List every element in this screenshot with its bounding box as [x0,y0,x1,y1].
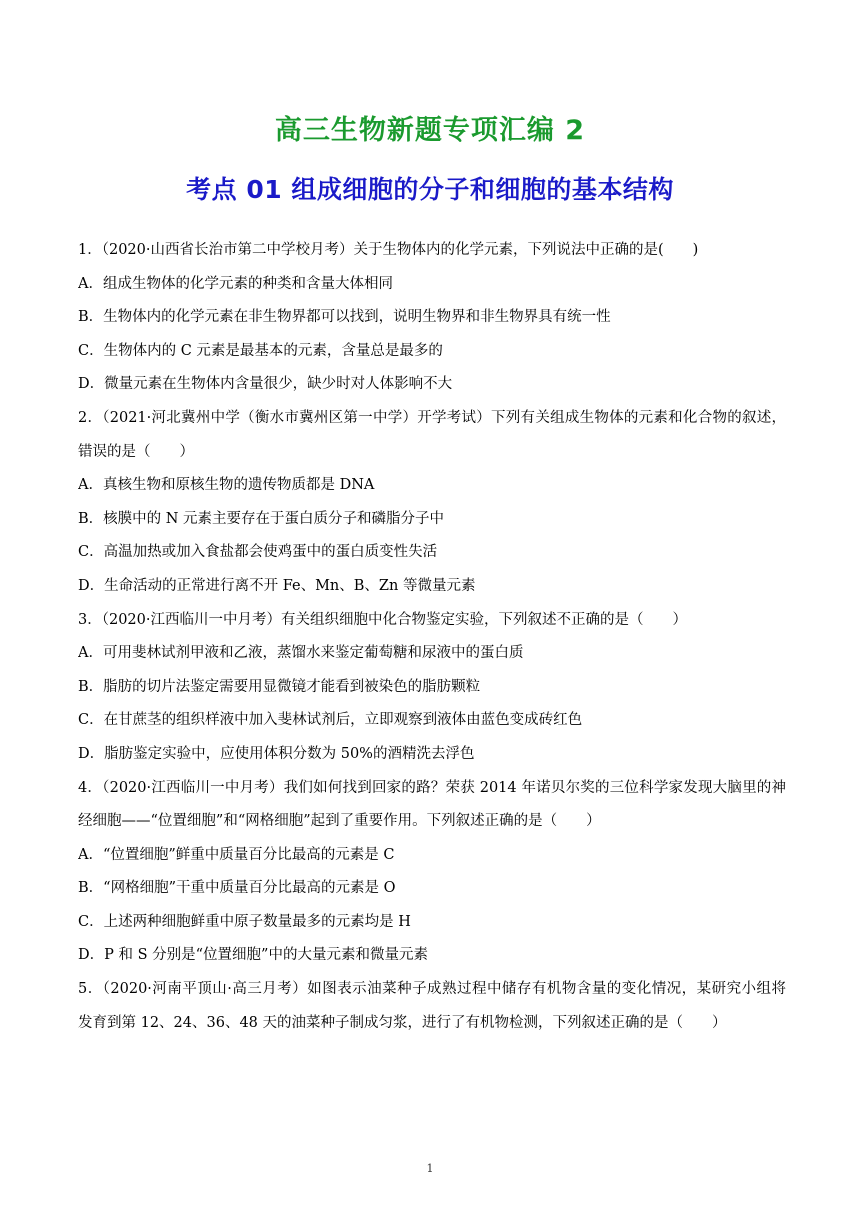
question-4-stem-line-1: 4．（2020·江西临川一中月考）我们如何找到回家的路？荣获 2014 年诺贝尔奖的三位科学家发现大脑里的神 [78,779,786,796]
question-2-stem-line-1: 2．（2021·河北冀州中学（衡水市冀州区第一中学）开学考试）下列有关组成生物体的元素和化合物的叙述， [78,409,786,426]
question-3-option-b: B．脂肪的切片法鉴定需要用显微镜才能看到被染色的脂肪颗粒 [78,678,481,695]
question-3-option-a: A．可用斐林试剂甲液和乙液，蒸馏水来鉴定葡萄糖和尿液中的蛋白质 [78,645,524,662]
question-5-stem-line-1: 5．（2020·河南平顶山·高三月考）如图表示油菜种子成熟过程中储存有机物含量的变化情况，某研究小组将 [78,981,786,998]
question-2-option-d: D．生命活动的正常进行离不开 Fe、Mn、B、Zn 等微量元素 [78,577,476,594]
question-4-option-b: B．“网格细胞”干重中质量百分比最高的元素是 O [78,880,396,897]
question-1-option-c: C．生物体内的 C 元素是最基本的元素，含量总是最多的 [78,342,443,359]
question-2-stem-line-2: 错误的是（ ） [78,443,194,460]
question-list [78,234,786,1040]
question-2-option-b: B．核膜中的 N 元素主要存在于蛋白质分子和磷脂分子中 [78,510,445,527]
question-1-option-a: A．组成生物体的化学元素的种类和含量大体相同 [78,275,393,292]
page-number: 1 [426,1162,434,1175]
question-1-stem: 1．（2020·山西省长治市第二中学校月考）关于生物体内的化学元素，下列说法中正确的是( ) [78,242,699,258]
question-3-stem: 3．（2020·江西临川一中月考）有关组织细胞中化合物鉴定实验，下列叙述不正确的是（ ） [78,611,687,628]
question-4-stem-line-2: 经细胞——“位置细胞”和“网格细胞”起到了重要作用。下列叙述正确的是（ ） [78,813,601,830]
question-4-option-d: D．P 和 S 分别是“位置细胞”中的大量元素和微量元素 [78,947,428,964]
question-2-option-c: C．高温加热或加入食盐都会使鸡蛋中的蛋白质变性失活 [78,544,438,561]
document-title: 高三生物新题专项汇编 2 [274,115,586,146]
question-4-option-c: C．上述两种细胞鲜重中原子数量最多的元素均是 H [78,913,411,930]
question-3-option-c: C．在甘蔗茎的组织样液中加入斐林试剂后，立即观察到液体由蓝色变成砖红色 [78,712,583,729]
question-1-option-d: D．微量元素在生物体内含量很少，缺少时对人体影响不大 [78,376,453,393]
question-4-option-a: A．“位置细胞”鲜重中质量百分比最高的元素是 C [78,846,395,863]
question-2-option-a: A．真核生物和原核生物的遗传物质都是 DNA [78,477,375,494]
question-1-option-b: B．生物体内的化学元素在非生物界都可以找到，说明生物界和非生物界具有统一性 [78,309,611,326]
question-5-stem-line-2: 发育到第 12、24、36、48 天的油菜种子制成匀浆，进行了有机物检测，下列叙述正确的是（ ） [78,1014,727,1031]
question-3-option-d: D．脂肪鉴定实验中，应使用体积分数为 50%的酒精洗去浮色 [78,745,475,762]
section-title: 考点 01 组成细胞的分子和细胞的基本结构 [186,175,674,204]
